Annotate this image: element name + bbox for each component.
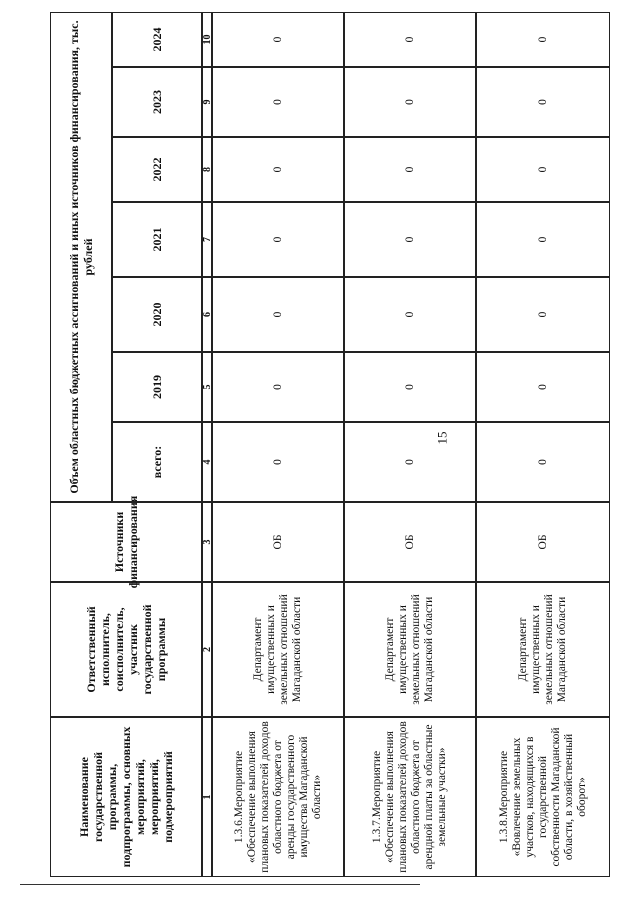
row-value: 0 [476, 67, 610, 137]
row-value: 0 [212, 137, 344, 202]
row-value: 0 [344, 202, 476, 277]
year-2021: 2021 [112, 202, 202, 277]
row-value: 0 [476, 352, 610, 422]
col-number: 1 [202, 717, 212, 877]
row-value: 0 [212, 202, 344, 277]
row-value: 0 [344, 422, 476, 502]
row-source: ОБ [344, 502, 476, 582]
footer-divider [20, 884, 420, 885]
row-value: 0 [344, 277, 476, 352]
row-executor: Департамент имущественных и земельных отношений Магаданской области [344, 582, 476, 717]
year-2019: 2019 [112, 352, 202, 422]
row-value: 0 [344, 352, 476, 422]
row-value: 0 [344, 67, 476, 137]
row-value: 0 [476, 12, 610, 67]
col-number: 5 [202, 352, 212, 422]
header-volume: Объем областных бюджетных ассигнований и иных источников финансирования, тыс. рублей [50, 12, 112, 502]
col-number: 4 [202, 422, 212, 502]
row-source: ОБ [476, 502, 610, 582]
row-value: 0 [212, 352, 344, 422]
row-name: 1.3.7.Мероприятие «Обеспечение выполнения плановых показателей доходов областного бюджета от арендной платы за областные земельные участки» [344, 717, 476, 877]
col-number: 8 [202, 137, 212, 202]
page-number: 15 [434, 431, 449, 445]
year-2024: 2024 [112, 12, 202, 67]
year-2020: 2020 [112, 277, 202, 352]
table-wrapper [50, 12, 610, 877]
row-executor: Департамент имущественных и земельных отношений Магаданской области [212, 582, 344, 717]
row-value: 0 [212, 277, 344, 352]
row-value: 0 [476, 137, 610, 202]
header-executor: Ответственный исполнитель, соисполнитель, участник государственной программы [50, 582, 202, 717]
row-name: 1.3.6.Мероприятие «Обеспечение выполнения плановых показателей доходов областного бюджета от аренды государственного имущества Магаданской области» [212, 717, 344, 877]
year-2023: 2023 [112, 67, 202, 137]
row-value: 0 [344, 137, 476, 202]
row-value: 0 [476, 422, 610, 502]
row-name: 1.3.8.Мероприятие «Вовлечение земельных участков, находящихся в государственной собственности Магаданской области, в хозяйственный оборот» [476, 717, 610, 877]
row-value: 0 [212, 67, 344, 137]
col-number: 6 [202, 277, 212, 352]
row-value: 0 [476, 277, 610, 352]
col-number: 7 [202, 202, 212, 277]
row-value: 0 [212, 12, 344, 67]
row-executor: Департамент имущественных и земельных отношений Магаданской области [476, 582, 610, 717]
col-number: 10 [202, 12, 212, 67]
row-source: ОБ [212, 502, 344, 582]
year-2022: 2022 [112, 137, 202, 202]
row-value: 0 [344, 12, 476, 67]
row-value: 0 [212, 422, 344, 502]
col-number: 9 [202, 67, 212, 137]
financing-table [50, 12, 610, 877]
header-name: Наименование государственной программы, подпрограммы, основных мероприятий, мероприятий, подмероприятий [50, 717, 202, 877]
col-number: 2 [202, 582, 212, 717]
year-total: всего: [112, 422, 202, 502]
header-source: Источники финансирования [50, 502, 202, 582]
col-number: 3 [202, 502, 212, 582]
row-value: 0 [476, 202, 610, 277]
